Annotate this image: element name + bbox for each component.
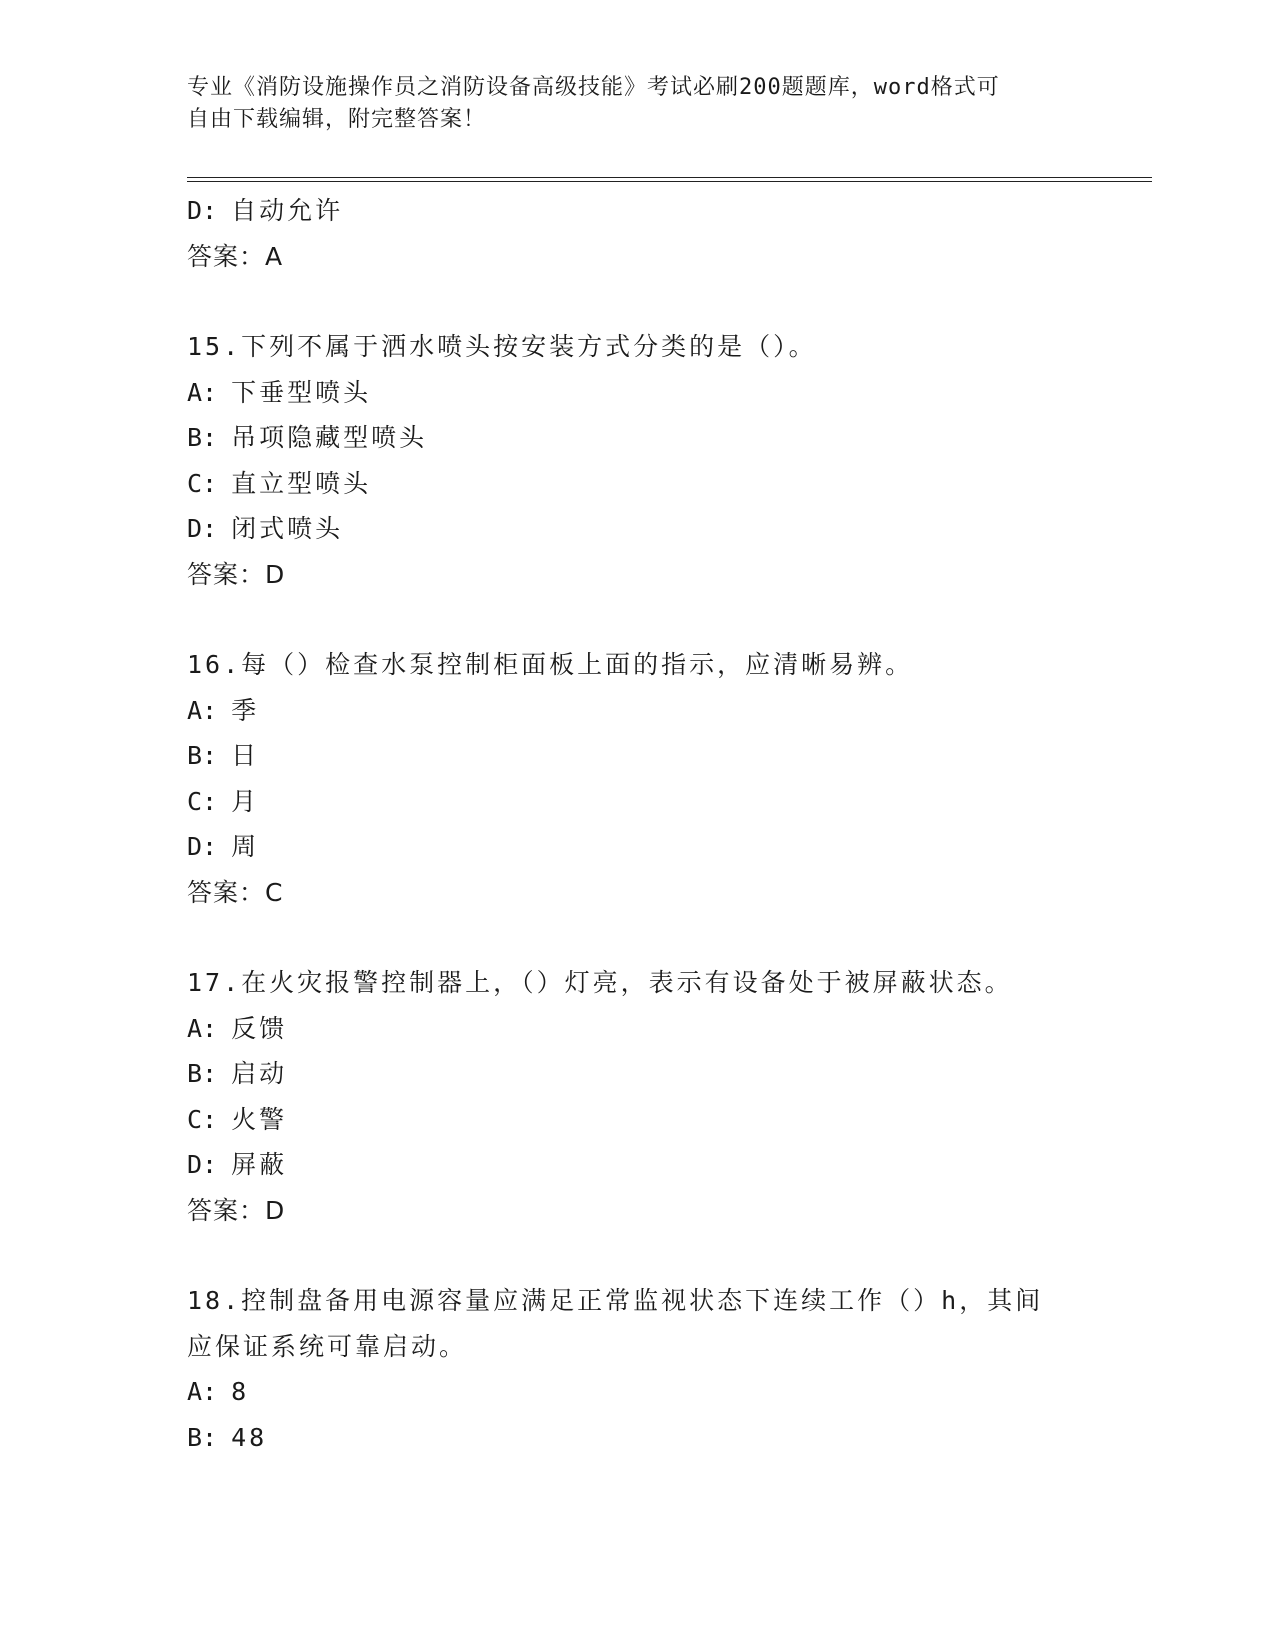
option-letter: D: — [187, 514, 218, 543]
option-text: 日 — [231, 741, 260, 770]
option-text: 自动允许 — [231, 196, 344, 225]
spacer — [187, 915, 1067, 960]
option-line — [187, 415, 1067, 461]
question-text: 15.下列不属于洒水喷头按安装方式分类的是（）。 — [187, 332, 817, 361]
answer-line: 答案：D — [187, 559, 286, 589]
option-letter: C: — [187, 1104, 218, 1134]
option-letter: A: — [187, 1377, 218, 1406]
spacer — [187, 1233, 1067, 1278]
spacer — [187, 597, 1067, 642]
option-letter: A: — [187, 695, 218, 725]
option-text: 季 — [231, 695, 260, 725]
answer-line: 答案：C — [187, 877, 284, 907]
option-text: 启动 — [231, 1059, 288, 1088]
spacer — [187, 279, 1067, 324]
option-letter: D: — [187, 196, 218, 225]
option-letter: C: — [187, 468, 218, 498]
option-line — [187, 506, 1067, 552]
option-line — [187, 1051, 1067, 1097]
option-text: 吊项隐藏型喷头 — [231, 423, 428, 452]
option-letter: D: — [187, 832, 218, 861]
option-text: 月 — [231, 786, 260, 816]
answer-line: 答案：A — [187, 241, 284, 271]
option-letter: B: — [187, 1059, 218, 1088]
option-text: 闭式喷头 — [231, 514, 344, 543]
option-line — [187, 824, 1067, 870]
option-line — [187, 1142, 1067, 1188]
option-text: 48 — [231, 1422, 268, 1452]
option-letter: D: — [187, 1150, 218, 1179]
option-text: 周 — [231, 832, 260, 861]
question-list — [187, 188, 1067, 1460]
option-line — [187, 1006, 1067, 1052]
question-text: 18.控制盘备用电源容量应满足正常监视状态下连续工作（）h，其间应保证系统可靠启动。 — [187, 1286, 1044, 1361]
header-line-2: 自由下载编辑，附完整答案！ — [187, 107, 487, 132]
question-text: 17.在火灾报警控制器上，（）灯亮，表示有设备处于被屏蔽状态。 — [187, 968, 1013, 997]
document-header — [187, 72, 1067, 136]
option-text: 直立型喷头 — [231, 468, 372, 498]
option-text: 反馈 — [231, 1013, 288, 1043]
option-text: 火警 — [231, 1104, 288, 1134]
option-line — [187, 1097, 1067, 1143]
option-letter: C: — [187, 786, 218, 816]
option-line — [187, 688, 1067, 734]
option-text: 8 — [231, 1377, 250, 1406]
option-text: 屏蔽 — [231, 1150, 288, 1179]
header-line-1: 专业《消防设施操作员之消防设备高级技能》考试必刷200题题库，word格式可 — [187, 75, 1000, 100]
answer-line: 答案：D — [187, 1195, 286, 1225]
option-line — [187, 370, 1067, 416]
question-text: 16.每（）检查水泵控制柜面板上面的指示，应清晰易辨。 — [187, 650, 914, 679]
option-line — [187, 1369, 1067, 1415]
option-letter: B: — [187, 1422, 218, 1452]
option-letter: A: — [187, 377, 218, 407]
option-line — [187, 188, 1067, 234]
option-line — [187, 779, 1067, 825]
option-text: 下垂型喷头 — [231, 377, 372, 407]
header-divider-bottom — [187, 181, 1152, 182]
option-line — [187, 461, 1067, 507]
option-letter: A: — [187, 1013, 218, 1043]
option-letter: B: — [187, 423, 218, 452]
option-line — [187, 1415, 1067, 1461]
header-divider-top — [187, 177, 1152, 178]
option-line — [187, 733, 1067, 779]
option-letter: B: — [187, 741, 218, 770]
